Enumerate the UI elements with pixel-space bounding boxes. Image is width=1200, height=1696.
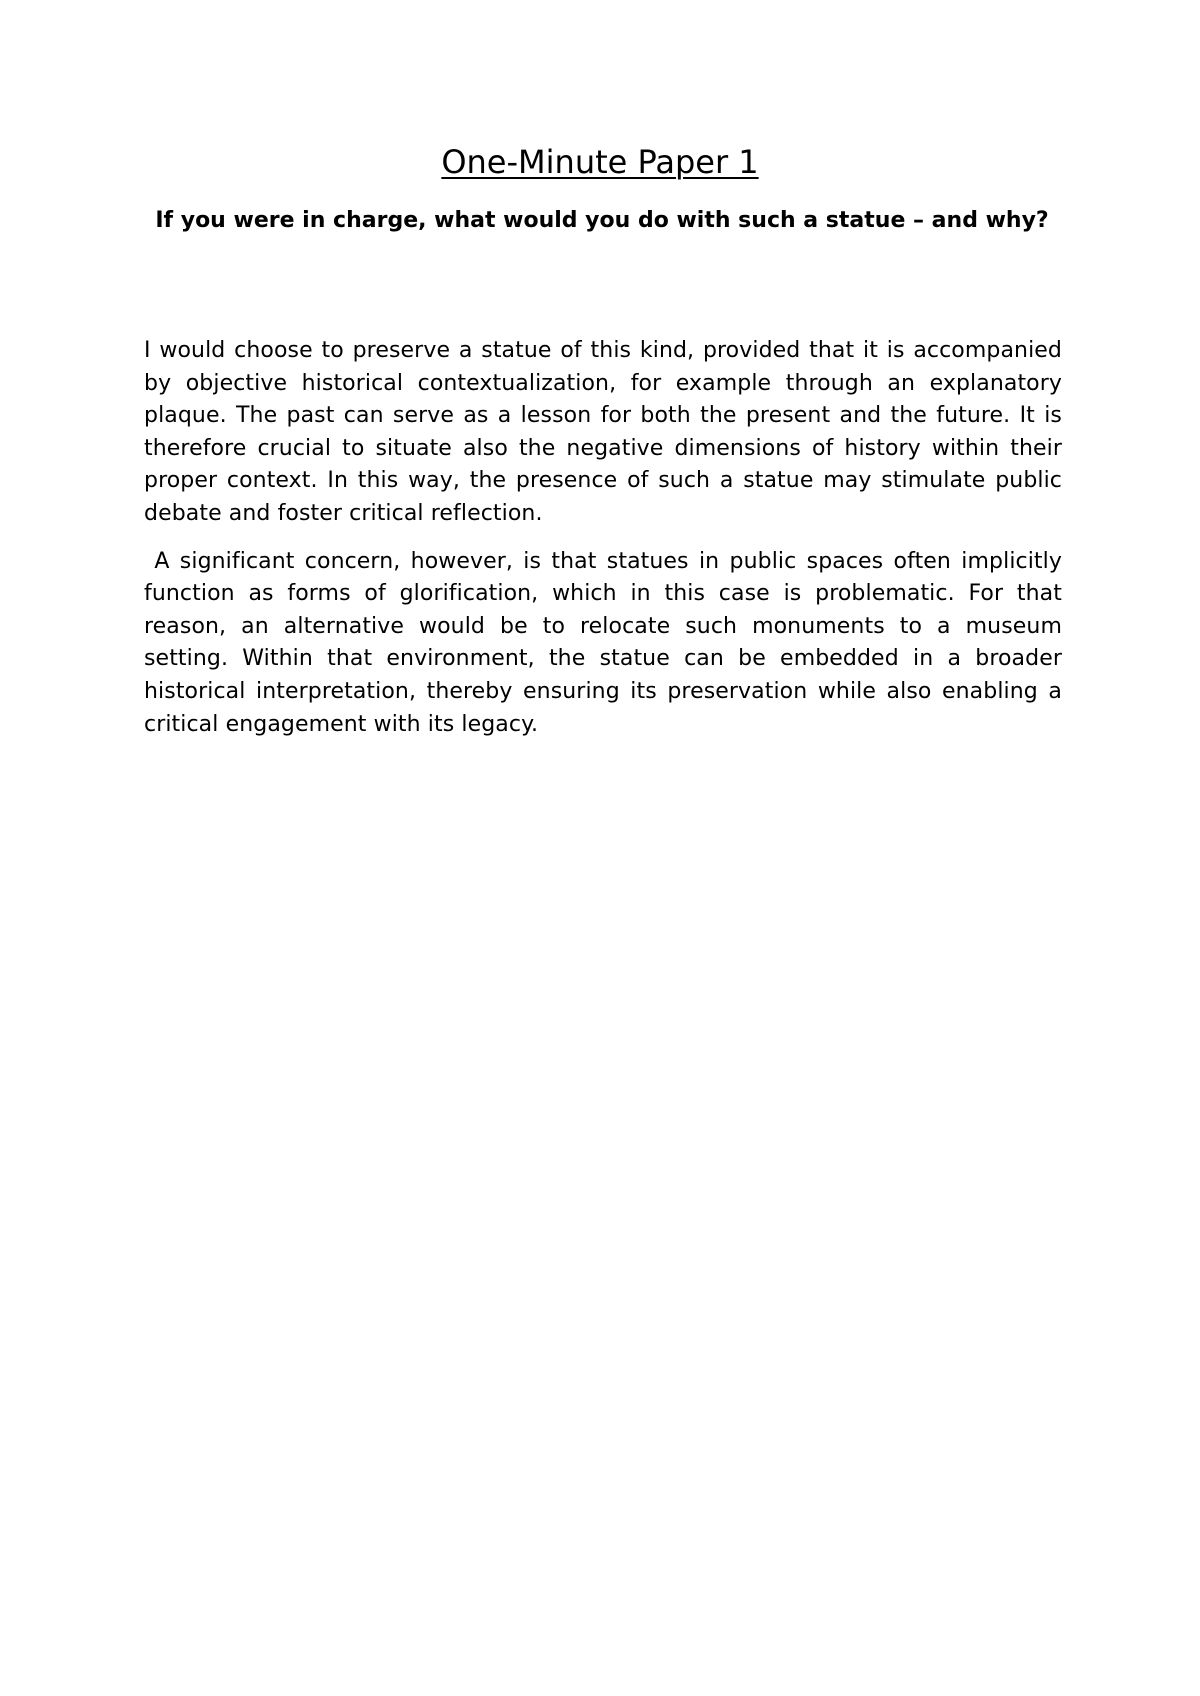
answer-body (144, 335, 1062, 741)
page-title: One-Minute Paper 1 (441, 143, 759, 181)
paragraph: A significant concern, however, is that statues in public spaces often implicitly function as forms of glorification, which in this case is problematic. For that reason, an alternative would be to relocate such monuments to a museum setting. Within that environment, the statue can be embedded in a broader historical interpretation, thereby ensuring its preservation while also enabling a critical engagement with its legacy. (144, 548, 1062, 737)
question-heading: If you were in charge, what would you do with such a statue – and why? (155, 208, 1049, 233)
paragraph: I would choose to preserve a statue of this kind, provided that it is accompanied by objective historical contextualization, for example through an explanatory plaque. The past can serve as a lesson for both the present and the future. It is therefore crucial to situate also the negative dimensions of history within their proper context. In this way, the presence of such a statue may stimulate public debate and foster critical reflection. (144, 338, 1062, 526)
